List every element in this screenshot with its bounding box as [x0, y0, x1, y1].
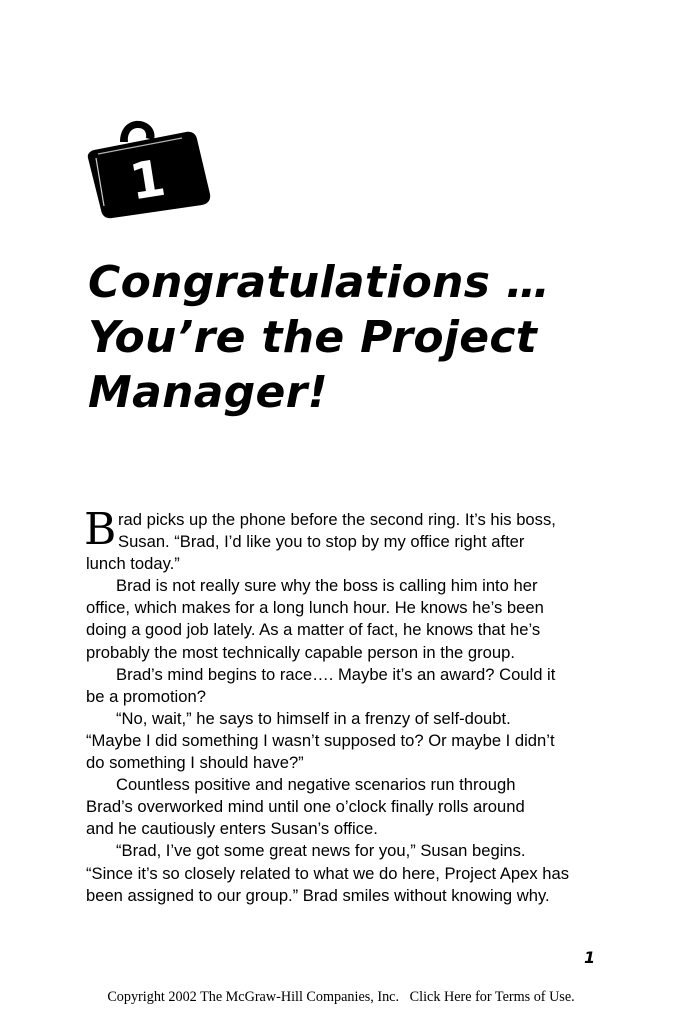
text-line: rad picks up the phone before the second ring. It’s his boss,	[118, 510, 556, 529]
text-line: “No, wait,” he says to himself in a frenzy of self-doubt.	[116, 708, 511, 728]
chapter-number: 1	[125, 148, 170, 212]
text-line: Brad’s mind begins to race…. Maybe it’s an award? Could it	[116, 664, 556, 684]
text-line: be a promotion?	[86, 686, 206, 706]
briefcase-icon	[82, 112, 214, 222]
text-line: lunch today.”	[86, 554, 180, 574]
text-line: been assigned to our group.” Brad smiles without knowing why.	[86, 885, 550, 905]
copyright-text: Copyright 2002 The McGraw-Hill Companies, Inc.	[107, 989, 400, 1005]
text-line: Brad’s overworked mind until one o’clock finally rolls around	[86, 797, 525, 817]
page-number: 1	[584, 948, 596, 967]
chapter-title-line: You’re the Project	[88, 312, 538, 363]
text-line: do something I should have?”	[86, 753, 304, 773]
text-line: office, which makes for a long lunch hour. He knows he’s been	[86, 598, 544, 618]
text-line: Countless positive and negative scenarios run through	[116, 775, 516, 795]
chapter-title	[88, 255, 648, 420]
chapter-title-line: Manager!	[88, 367, 328, 418]
text-line: “Maybe I did something I wasn’t supposed to? Or maybe I didn’t	[86, 730, 555, 750]
body-text	[84, 504, 606, 907]
terms-link[interactable]: Click Here for Terms of Use.	[409, 989, 575, 1005]
text-line: Brad is not really sure why the boss is calling him into her	[116, 576, 538, 596]
text-line: doing a good job lately. As a matter of fact, he knows that he’s	[86, 620, 541, 640]
chapter-title-line: Congratulations …	[88, 257, 551, 308]
drop-cap: B	[84, 504, 117, 555]
chapter-badge	[82, 112, 214, 222]
copyright-footer	[0, 989, 682, 1006]
text-line: Susan. “Brad, I’d like you to stop by my office right after	[118, 532, 525, 552]
text-line: “Since it’s so closely related to what we do here, Project Apex has	[86, 863, 570, 883]
text-line: and he cautiously enters Susan’s office.	[86, 819, 378, 839]
text-line: “Brad, I’ve got some great news for you,” Susan begins.	[116, 841, 526, 861]
text-line: probably the most technically capable person in the group.	[86, 642, 515, 662]
